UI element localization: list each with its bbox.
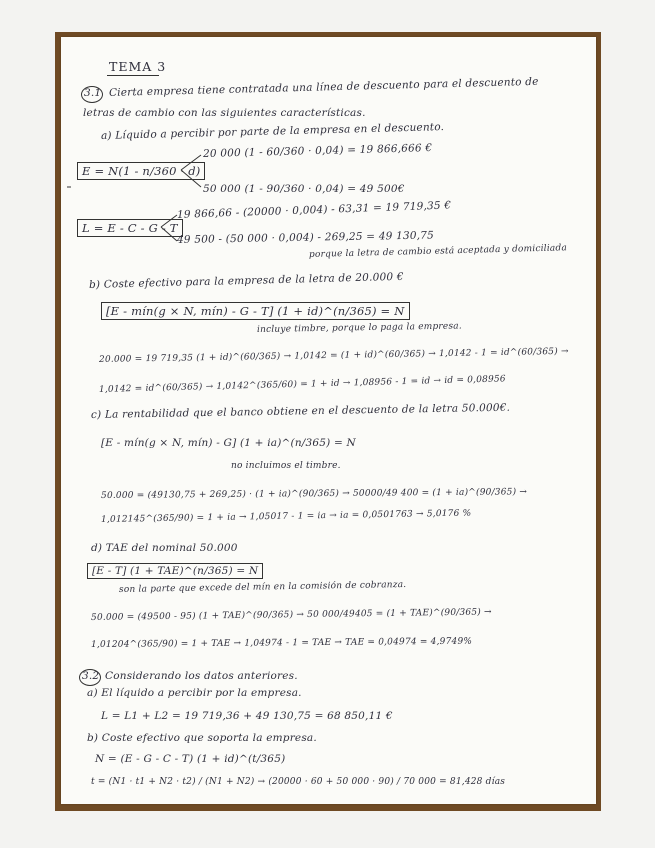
d-note: son la parte que excede del mín en la comisión de cobranza. [118, 579, 407, 595]
exercise-intro-line1: Cierta empresa tiene contratada una línea de descuento para el descuento de [108, 75, 539, 99]
formula-c: [E - mín(g × N, mín) - G] (1 + ia)^(n/365) = N [101, 437, 356, 449]
question-b: b) Coste efectivo para la empresa de la letra de 20.000 € [88, 270, 404, 291]
b-note: incluye timbre, porque lo paga la empresa. [256, 321, 462, 335]
formula-b: N = (E - G - C - T) (1 + id)^(t/365) [95, 753, 286, 765]
question-b: b) Coste efectivo que soporta la empresa. [87, 732, 317, 744]
b-equation-line2: 1,0142 = id^(60/365) → 1,0142^(365/60) = 1 + id → 1,08956 - 1 = id → id = 0,08956 [98, 374, 506, 395]
E-computation-top: 20 000 (1 - 60/360 · 0,04) = 19 866,666 € [202, 141, 433, 160]
d-equation-line1: 50.000 = (49500 - 95) (1 + TAE)^(90/365) → 50 000/49405 = (1 + TAE)^(90/365) → [90, 607, 492, 623]
question-a: a) Líquido a percibir por parte de la empresa en el descuento. [100, 121, 445, 142]
L-computation-bottom: 49 500 - (50 000 · 0,004) - 269,25 = 49 130,75 [176, 229, 435, 246]
exercise-intro: Considerando los datos anteriores. [105, 670, 298, 682]
c-equation-line1: 50.000 = (49130,75 + 269,25) · (1 + ia)^(90/365) → 50000/49 400 = (1 + ia)^(90/365) → [100, 487, 528, 501]
handwritten-page [61, 37, 596, 804]
exercise-intro-line2: letras de cambio con las siguientes características. [83, 107, 366, 119]
c-equation-line2: 1,012145^(365/90) = 1 + ia → 1,05017 - 1 = ia → ia = 0,0501763 → 5,0176 % [100, 508, 472, 525]
E-computation-bottom: 50 000 (1 - 90/360 · 0,04) = 49 500€ [203, 183, 405, 195]
question-c: c) La rentabilidad que el banco obtiene en el descuento de la letra 50.000€. [90, 401, 511, 421]
a-equation: L = L1 + L2 = 19 719,36 + 49 130,75 = 68 850,11 € [101, 710, 393, 722]
question-a: a) El líquido a percibir por la empresa. [87, 687, 302, 699]
b-equation-line1: 20.000 = 19 719,35 (1 + id)^(60/365) → 1,0142 = (1 + id)^(60/365) → 1,0142 - 1 = id^(60/365) → [98, 346, 569, 365]
formula-d: [E - T] (1 + TAE)^(n/365) = N [87, 563, 263, 579]
exercise-number: 3.2 [82, 670, 100, 682]
formula-L: L = E - C - G - T [77, 219, 183, 237]
question-d: d) TAE del nominal 50.000 [91, 542, 238, 554]
exercise-number: 3.1 [84, 87, 102, 99]
d-equation-line2: 1,01204^(365/90) = 1 + TAE → 1,04974 - 1 = TAE → TAE = 0,04974 = 4,9749% [90, 636, 473, 650]
L-note: porque la letra de cambio está aceptada y domiciliada [308, 243, 568, 260]
formula-E: E = N(1 - n/360 · d) [77, 162, 205, 180]
b-average-term: t = (N1 · t1 + N2 · t2) / (N1 + N2) → (20000 · 60 + 50 000 · 90) / 70 000 = 81,428 días [91, 777, 506, 787]
formula-b: [E - mín(g × N, mín) - G - T] (1 + id)^(n/365) = N [101, 302, 410, 320]
L-computation-top: 19 866,66 - (20000 · 0,004) - 63,31 = 19 719,35 € [176, 199, 452, 221]
c-note: no incluimos el timbre. [231, 461, 341, 471]
page-title: TEMA 3 [109, 59, 167, 74]
